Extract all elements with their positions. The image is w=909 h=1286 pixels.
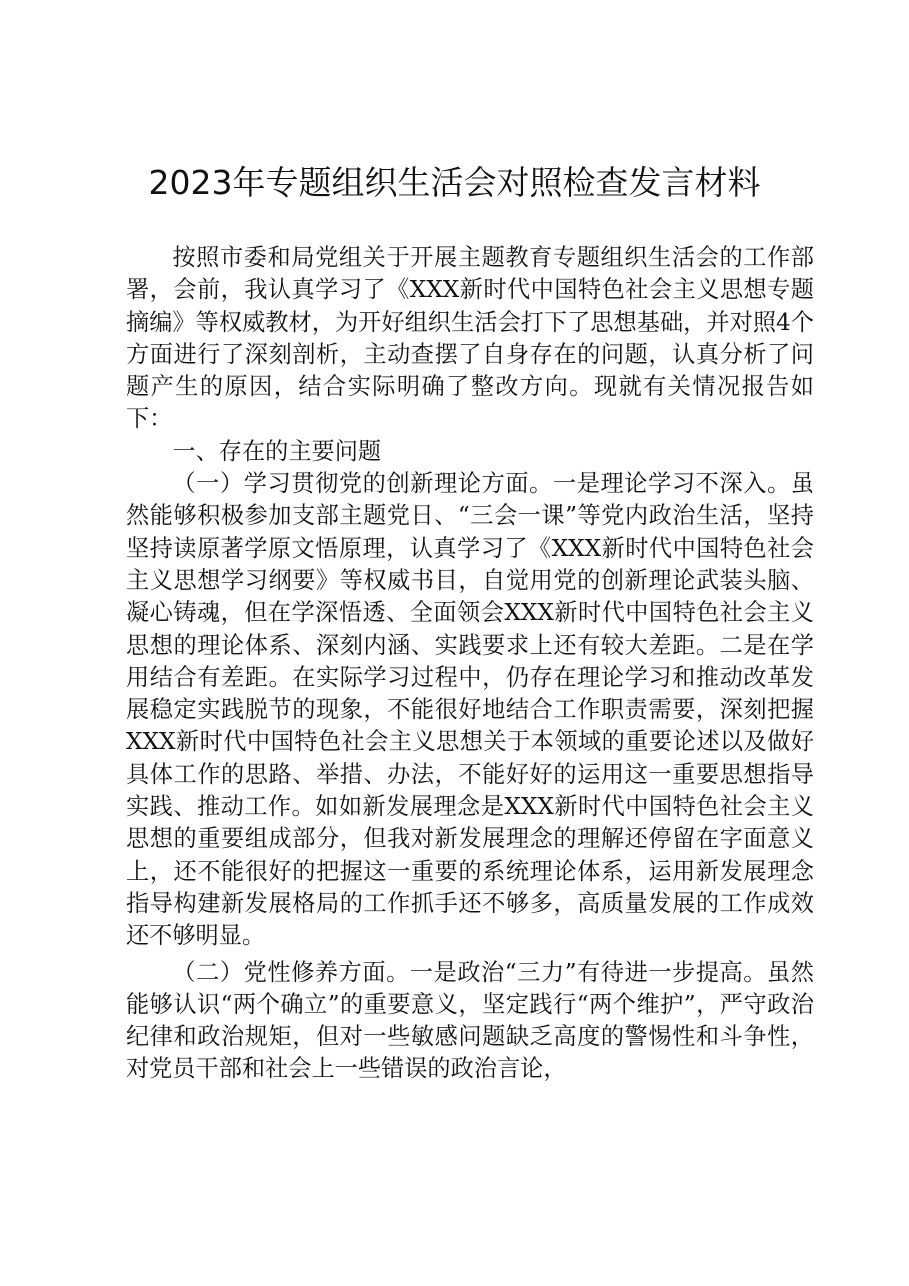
section-heading: 一、存在的主要问题 xyxy=(172,437,382,465)
intro-paragraph: 按照市委和局党组关于开展主题教育专题组织生活会的工作部署，会前，我认真学习了《XXX新时代中国特色社会主义思想专题摘编》等权威教材，为开好组织生活会打下了思想基础，并对照4个方面进行了深刻剖析，主动查摆了自身存在的问题，认真分析了问题产生的原因，结合实际明确了整改方向。现就有关情况报告如下： xyxy=(126,244,814,433)
document-title: 2023年专题组织生活会对照检查发言材料 xyxy=(148,163,761,202)
document-body xyxy=(126,242,814,1086)
body-paragraph: （二）党性修养方面。一是政治“三力”有待进一步提高。虽然能够认识“两个确立”的重要意义，坚定践行“两个维护”，严守政治纪律和政治规矩，但对一些敏感问题缺乏高度的警惕性和斗争性，对党员干部和社会上一些错误的政治言论， xyxy=(126,958,814,1083)
body-paragraph: （一）学习贯彻党的创新理论方面。一是理论学习不深入。虽然能够积极参加支部主题党日、“三会一课”等党内政治生活，坚持坚持读原著学原文悟原理，认真学习了《XXX新时代中国特色社会主义思想学习纲要》等权威书目，自觉用党的创新理论武装头脑、凝心铸魂，但在学深悟透、全面领会XXX新时代中国特色社会主义思想的理论体系、深刻内涵、实践要求上还有较大差距。二是在学用结合有差距。在实际学习过程中，仍存在理论学习和推动改革发展稳定实践脱节的现象，不能很好地结合工作职责需要，深刻把握XXX新时代中国特色社会主义思想关于本领域的重要论述以及做好具体工作的思路、举措、办法，不能好好的运用这一重要思想指导实践、推动工作。如如新发展理念是XXX新时代中国特色社会主义思想的重要组成部分，但我对新发展理念的理解还停留在字面意义上，还不能很好的把握这一重要的系统理论体系，运用新发展理念指导构建新发展格局的工作抓手还不够多，高质量发展的工作成效还不够明显。 xyxy=(126,470,814,950)
